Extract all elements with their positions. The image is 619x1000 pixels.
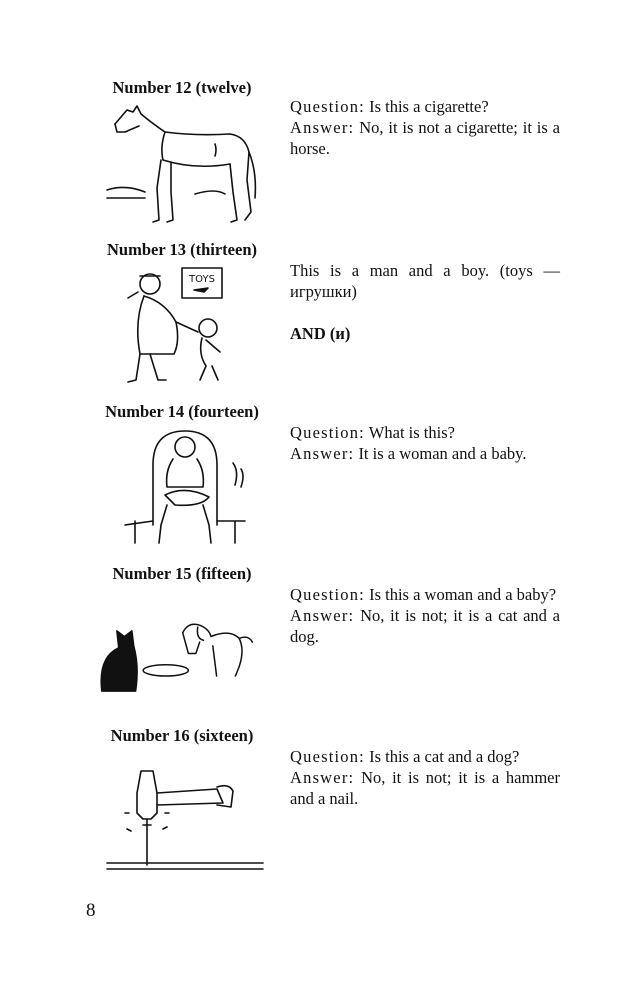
answer-label: Answer: [290, 768, 355, 787]
question-line [290, 96, 560, 117]
heading-number-15: Number 15 (fifteen) [112, 564, 252, 583]
heading-number-12: Number 12 (twelve) [112, 78, 252, 97]
entry-16-text [290, 746, 560, 809]
answer-line [290, 605, 560, 647]
answer-line [290, 767, 560, 809]
entry-14-text [290, 422, 560, 464]
answer-label: Answer: [290, 606, 355, 625]
woman-and-baby-illustration [105, 425, 265, 550]
question-label: Question: [290, 585, 365, 604]
page-number: 8 [86, 900, 96, 921]
horse-illustration [105, 102, 265, 227]
question-label: Question: [290, 97, 365, 116]
answer-line [290, 117, 560, 159]
description-line: This is a man and a boy. (toys — игрушки) [290, 261, 560, 301]
question-text: Is this a cigarette? [369, 97, 489, 116]
heading-number-14: Number 14 (fourteen) [105, 402, 259, 421]
answer-text: No, it is not; it is a hammer and a nail. [290, 768, 560, 808]
and-note: AND (и) [290, 324, 351, 343]
entry-15-text [290, 584, 560, 647]
question-text: What is this? [368, 423, 455, 442]
hammer-and-nail-illustration [105, 758, 265, 883]
answer-text: No, it is not a cigarette; it is a horse. [290, 118, 561, 158]
question-label: Question: [290, 423, 365, 442]
question-text: Is this a woman and a baby? [369, 585, 557, 604]
heading-number-13: Number 13 (thirteen) [107, 240, 257, 259]
answer-line [290, 443, 560, 464]
question-label: Question: [290, 747, 365, 766]
question-line [290, 422, 560, 443]
answer-text: No, it is not; it is a cat and a dog. [290, 606, 561, 646]
answer-label: Answer: [290, 118, 355, 137]
entry-12-text [290, 96, 560, 159]
question-line [290, 746, 560, 767]
entry-13-text [290, 260, 560, 344]
answer-label: Answer: [290, 444, 355, 463]
question-text: Is this a cat and a dog? [369, 747, 520, 766]
answer-text: It is a woman and a baby. [358, 444, 527, 463]
heading-number-16: Number 16 (sixteen) [110, 726, 254, 745]
cat-and-dog-illustration [98, 590, 258, 715]
man-and-boy-illustration [110, 262, 270, 387]
question-line [290, 584, 560, 605]
toys-sign-text: TOYS [189, 274, 215, 285]
